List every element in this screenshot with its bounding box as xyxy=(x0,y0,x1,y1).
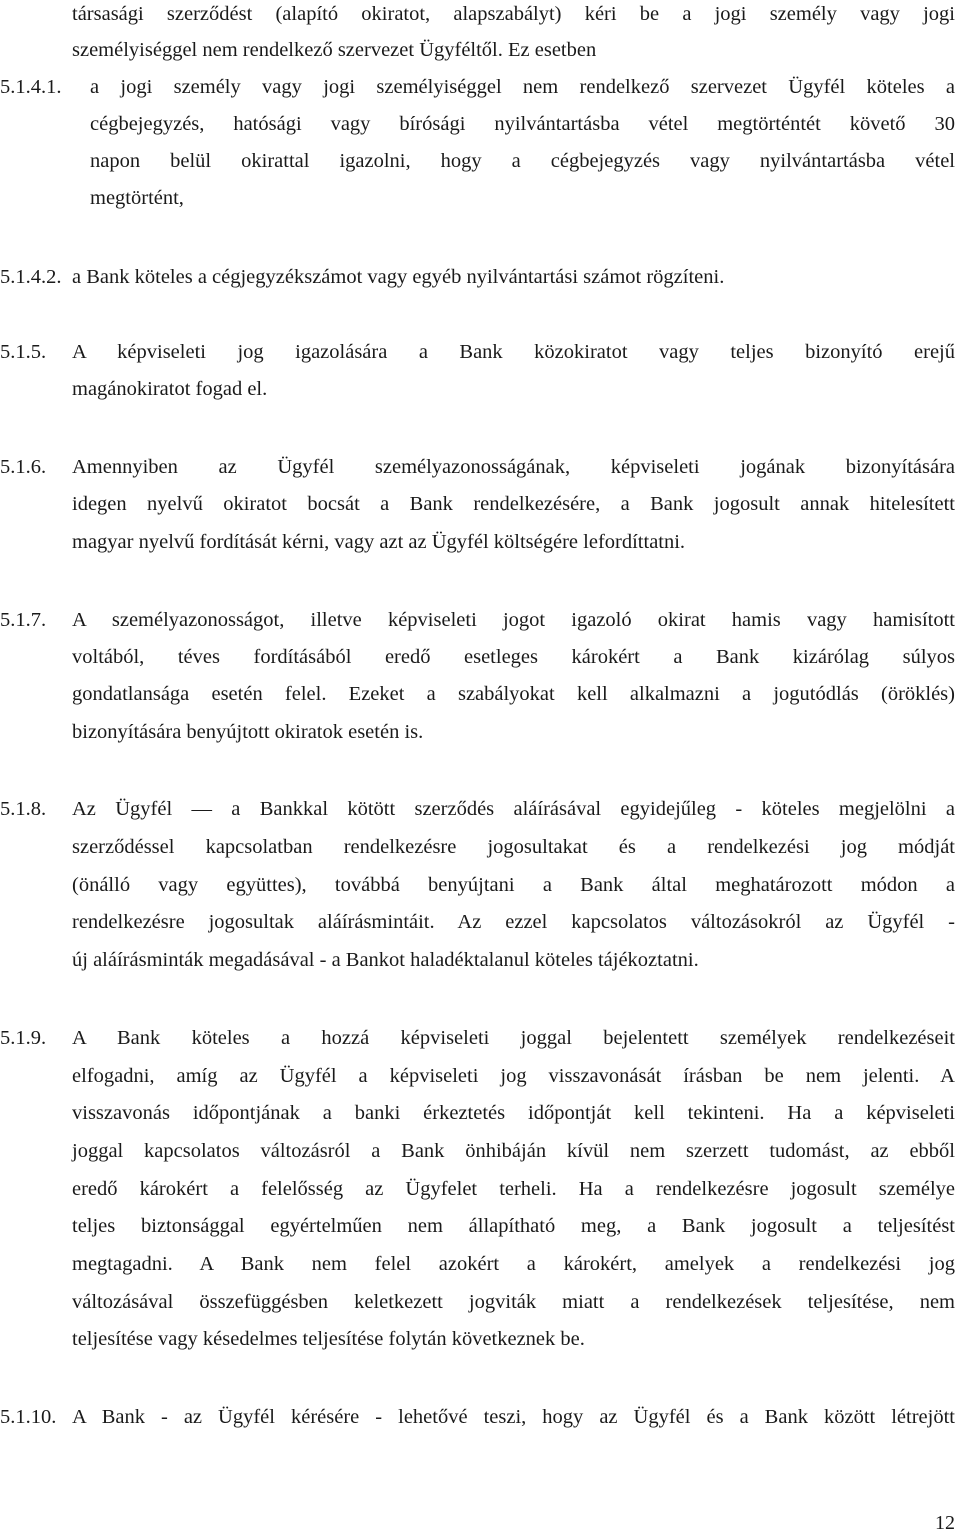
item-line: idegen nyelvű okiratot bocsát a Bank rendelkezésére, a Bank jogosult annak hitelesített xyxy=(72,493,955,515)
item-line: A Bank köteles a hozzá képviseleti joggal bejelentett személyek rendelkezéseit xyxy=(72,1027,955,1049)
item-line: a Bank köteles a cégjegyzékszámot vagy egyéb nyilvántartási számot rögzíteni. xyxy=(72,266,725,288)
item-number: 5.1.4.2. xyxy=(0,266,62,288)
item-line: visszavonás időpontjának a banki érkeztetés időpontját kell tekinteni. Ha a képviseleti xyxy=(72,1102,955,1124)
item-line: napon belül okirattal igazolni, hogy a cégbejegyzés vagy nyilvántartásba vétel xyxy=(90,150,955,172)
item-number: 5.1.6. xyxy=(0,456,47,478)
item-line: elfogadni, amíg az Ügyfél a képviseleti jog visszavonását írásban be nem jelenti. A xyxy=(72,1065,955,1087)
item-number: 5.1.10. xyxy=(0,1406,57,1428)
item-number: 5.1.9. xyxy=(0,1027,47,1049)
item-line: (önálló vagy együttes), továbbá benyújtani a Bank által meghatározott módon a xyxy=(72,874,955,896)
item-line: A Bank - az Ügyfél kérésére - lehetővé teszi, hogy az Ügyfél és a Bank között létrejött xyxy=(72,1406,955,1428)
item-number: 5.1.5. xyxy=(0,341,47,363)
item-line: új aláírásminták megadásával - a Bankot haladéktalanul köteles tájékoztatni. xyxy=(72,949,699,971)
item-line: magyar nyelvű fordítását kérni, vagy azt az Ügyfél költségére lefordíttatni. xyxy=(72,531,686,553)
item-line: voltából, téves fordításából eredő esetleges károkért a Bank kizárólag súlyos xyxy=(72,646,955,668)
item-line: megtörtént, xyxy=(90,187,184,209)
item-line: joggal kapcsolatos változásról a Bank önhibáján kívül nem szerzett tudomást, az ebből xyxy=(72,1140,955,1162)
item-line: szerződéssel kapcsolatban rendelkezésre jogosultakat és a rendelkezési jog módját xyxy=(72,836,955,858)
item-number: 5.1.7. xyxy=(0,609,47,631)
item-line: eredő károkért a felelősség az Ügyfelet terheli. Ha a rendelkezésre jogosult személye xyxy=(72,1178,955,1200)
item-line: A képviseleti jog igazolására a Bank közokiratot vagy teljes bizonyító erejű xyxy=(72,341,955,363)
item-line: rendelkezésre jogosultak aláírásmintáit. Az ezzel kapcsolatos változásokról az Ügyfél - xyxy=(72,911,955,933)
item-line: a jogi személy vagy jogi személyiséggel nem rendelkező szervezet Ügyfél köteles a xyxy=(90,76,955,98)
item-number: 5.1.4.1. xyxy=(0,76,62,98)
item-line: teljesítése vagy késedelmes teljesítése folytán következnek be. xyxy=(72,1328,585,1350)
item-line: magánokiratot fogad el. xyxy=(72,378,268,400)
item-line: bizonyítására benyújtott okiratok esetén is. xyxy=(72,721,424,743)
item-line: gondatlansága esetén felel. Ezeket a szabályokat kell alkalmazni a jogutódlás (öröklés) xyxy=(72,683,955,705)
page-number: 12 xyxy=(935,1512,955,1534)
item-line: A személyazonosságot, illetve képviseleti jogot igazoló okirat hamis vagy hamisított xyxy=(72,609,955,631)
intro-line: társasági szerződést (alapító okiratot, alapszabályt) kéri be a jogi személy vagy jogi xyxy=(72,3,955,25)
item-line: Amennyiben az Ügyfél személyazonosságának, képviseleti jogának bizonyítására xyxy=(72,456,955,478)
intro-line: személyiséggel nem rendelkező szervezet Ügyféltől. Ez esetben xyxy=(72,39,597,61)
item-line: megtagadni. A Bank nem felel azokért a károkért, amelyek a rendelkezési jog xyxy=(72,1253,955,1275)
item-number: 5.1.8. xyxy=(0,798,47,820)
item-line: változásával összefüggésben keletkezett jogviták miatt a rendelkezések teljesítése, nem xyxy=(72,1291,955,1313)
item-line: teljes biztonsággal egyértelműen nem állapítható meg, a Bank jogosult a teljesítést xyxy=(72,1215,955,1237)
item-line: cégbejegyzés, hatósági vagy bírósági nyilvántartásba vétel megtörténtét követő 30 xyxy=(90,113,955,135)
item-line: Az Ügyfél ― a Bankkal kötött szerződés aláírásával egyidejűleg - köteles megjelölni a xyxy=(72,798,955,820)
